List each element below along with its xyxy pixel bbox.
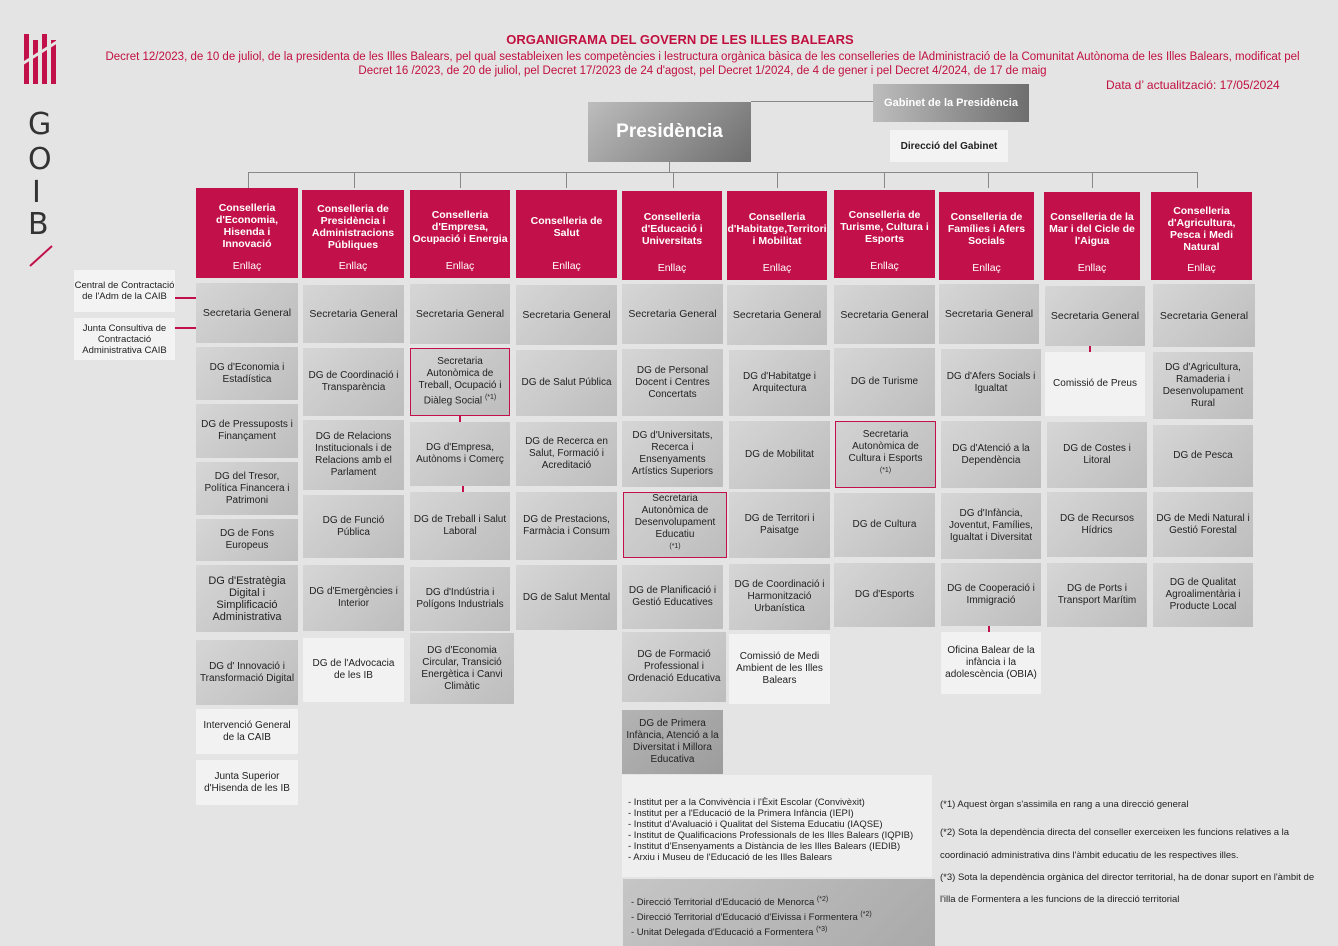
side-body: Central de Contractació de l'Adm de la CAIB xyxy=(74,270,175,312)
conselleria-header: Conselleria d'Habitatge,Territori i Mobilitat Enllaç xyxy=(727,191,827,280)
unit-box: DG de Recursos Hídrics xyxy=(1047,492,1147,557)
unit-box: DG del Tresor, Política Financera i Patrimoni xyxy=(196,462,298,515)
connector xyxy=(566,172,567,188)
connector xyxy=(248,172,249,188)
unit-box: DG de l'Advocacia de les IB xyxy=(303,638,404,702)
presidencia-box: Presidència xyxy=(588,102,751,162)
institute-item: - Institut per a l'Educació de la Primera Infància (IEPI) xyxy=(628,808,854,819)
unit-box: Secretaria Autonòmica de Desenvolupament Educatiu $^{(*1)}$ xyxy=(623,492,727,558)
unit-box: Comissió de Preus xyxy=(1045,352,1145,416)
logo-letter: G xyxy=(28,107,52,142)
page-subtitle: Decret 12/2023, de 10 de juliol, de la presidenta de les Illes Balears, pel qual sestableixen les competències i lestructura orgànica bàsica de les conselleries de lAdministració de la Comunitat Autònoma de les Illes Balears, modificat pel Decret 16 /2023, de 20 de juliol, pel Decret 17/2023 de 24 d'agost, pel Decret 1/2024, de 4 de gener i pel Decret 4/2024, de 17 de maig xyxy=(105,51,1300,77)
connector xyxy=(1197,172,1198,188)
unit-box: DG de Coordinació i Transparència xyxy=(303,348,404,416)
unit-box: DG d'Habitatge i Arquitectura xyxy=(729,350,830,416)
footnote: (*2) Sota la dependència directa del conseller exerceixen les funcions relatives a la coordinació administrativa dins l'àmbit educatiu de les respectives illes. xyxy=(940,827,1290,861)
unit-box: Secretaria General xyxy=(727,285,827,345)
gabinet-box: Gabinet de la Presidència xyxy=(873,84,1029,122)
unit-box: Secretaria General xyxy=(622,284,723,344)
unit-box: Secretaria General xyxy=(196,283,298,343)
territorial-list xyxy=(623,879,935,946)
connector xyxy=(673,172,674,188)
unit-box: DG de Salut Mental xyxy=(516,565,617,630)
side-body: Junta Consultiva de Contractació Administrativa CAIB xyxy=(74,318,175,360)
unit-box: DG de Pesca xyxy=(1153,425,1253,487)
unit-box: Junta Superior d'Hisenda de les IB xyxy=(196,760,298,805)
unit-box: DG de Salut Pública xyxy=(516,350,617,416)
unit-box: DG de Treball i Salut Laboral xyxy=(410,492,510,560)
goib-logo-mark xyxy=(22,34,62,84)
unit-box: DG de Territori i Paisatge xyxy=(729,492,830,558)
conselleria-header: Conselleria d'Educació i Universitats Enllaç xyxy=(622,191,722,280)
unit-box: DG de Prestacions, Farmàcia i Consum xyxy=(516,492,617,560)
unit-box: Secretaria General xyxy=(939,284,1039,344)
unit-box: DG de Pressuposts i Finançament xyxy=(196,404,298,458)
connector xyxy=(248,172,1198,173)
unit-box: Intervenció General de la CAIB xyxy=(196,709,298,754)
unit-box: Secretaria General xyxy=(303,285,404,343)
unit-box: DG de Cooperació i Immigració xyxy=(941,563,1041,626)
connector xyxy=(988,172,989,188)
unit-box: DG de Fons Europeus xyxy=(196,519,298,561)
unit-box: Secretaria General xyxy=(834,285,935,344)
unit-box: Secretaria General xyxy=(1153,284,1255,347)
connector xyxy=(460,172,461,188)
unit-box: Comissió de Medi Ambient de les Illes Balears xyxy=(729,634,830,704)
territorial-item: - Direcció Territorial d'Educació de Menorca $^{(*2)}$ xyxy=(631,896,829,909)
institute-item: - Institut per a la Convivència i l'Èxit Escolar (Convivèxit) xyxy=(628,797,865,808)
unit-box: DG d'Agricultura, Ramaderia i Desenvolupament Rural xyxy=(1153,352,1253,419)
institute-item: - Institut d'Avaluació i Qualitat del Sistema Educatiu (IAQSE) xyxy=(628,819,883,830)
connector xyxy=(669,162,670,172)
unit-box: Secretaria Autonòmica de Cultura i Esports $^{(*1)}$ xyxy=(835,421,936,488)
logo-letter: I xyxy=(32,175,41,210)
conselleria-header: Conselleria de Salut Enllaç xyxy=(516,190,617,278)
unit-box: DG d'Universitats, Recerca i Ensenyaments Artístics Superiors xyxy=(622,421,723,487)
conselleria-header: Conselleria d'Economia, Hisenda i Innovació Enllaç xyxy=(196,188,298,278)
unit-box: DG de Mobilitat xyxy=(729,421,830,489)
unit-box: Secretaria General xyxy=(410,284,510,344)
unit-box: DG d'Indústria i Polígons Industrials xyxy=(410,567,510,631)
page-title: ORGANIGRAMA DEL GOVERN DE LES ILLES BALEARS xyxy=(506,32,854,47)
institute-item: - Institut d'Ensenyaments a Distància de les Illes Balears (IEDIB) xyxy=(628,841,901,852)
conselleria-header: Conselleria de Famílies i Afers Socials Enllaç xyxy=(939,192,1034,280)
territorial-item: - Unitat Delegada d'Educació a Formentera $^{(*3)}$ xyxy=(631,926,828,939)
footnote: (*3) Sota la dependència orgànica del director territorial, ha de donar suport en l'àmbit de l'illa de Formentera a les funcions de la direcció territorial xyxy=(940,872,1315,905)
connector xyxy=(175,327,197,329)
unit-box: DG de Funció Pública xyxy=(303,495,404,558)
territorial-item: - Direcció Territorial d'Educació d'Eivissa i Formentera $^{(*2)}$ xyxy=(631,911,872,924)
footnote: (*1) Aquest òrgan s'assimila en rang a una direcció general xyxy=(940,799,1189,810)
conselleria-header: Conselleria d'Empresa, Ocupació i Energia Enllaç xyxy=(410,190,510,278)
unit-box: DG d'Empresa, Autònoms i Comerç xyxy=(410,422,510,486)
institute-item: - Institut de Qualificacions Professionals de les Illes Balears (IQPIB) xyxy=(628,830,914,841)
unit-box: DG d'Afers Socials i Igualtat xyxy=(941,349,1041,416)
direccio-gabinet-box: Direcció del Gabinet xyxy=(890,130,1008,162)
unit-box: DG d'Atenció a la Dependència xyxy=(941,421,1041,488)
unit-box: DG de Formació Professional i Ordenació Educativa xyxy=(622,632,726,702)
conselleria-header: Conselleria de la Mar i del Cicle de l'Aigua Enllaç xyxy=(1044,192,1140,280)
unit-box: DG de Primera Infància, Atenció a la Diversitat i Millora Educativa xyxy=(622,710,723,774)
conselleria-header: Conselleria de Presidència i Administracions Públiques Enllaç xyxy=(302,190,404,278)
unit-box: DG d'Economia Circular, Transició Energètica i Canvi Climàtic xyxy=(410,633,514,704)
unit-box: DG d'Estratègia Digital i Simplificació Administrativa xyxy=(196,565,298,632)
connector xyxy=(777,172,778,188)
unit-box: DG de Coordinació i Harmonització Urbanística xyxy=(729,564,830,630)
unit-box: DG de Ports i Transport Marítim xyxy=(1047,563,1147,627)
unit-box: Secretaria Autonòmica de Treball, Ocupació i Diàleg Social $^{(*1)}$ xyxy=(410,348,510,416)
unit-box: DG d'Economia i Estadística xyxy=(196,347,298,400)
unit-box: DG de Qualitat Agroalimentària i Producte Local xyxy=(1153,563,1253,627)
unit-box: DG de Recerca en Salut, Formació i Acreditació xyxy=(516,422,617,486)
connector xyxy=(175,297,197,299)
unit-box: Secretaria General xyxy=(516,285,617,345)
connector xyxy=(751,101,873,102)
logo-letter: O xyxy=(28,142,52,177)
unit-box: DG de Personal Docent i Centres Concertats xyxy=(622,349,723,416)
conselleria-header: Conselleria d'Agricultura, Pesca i Medi Natural Enllaç xyxy=(1151,192,1252,280)
unit-box: DG de Turisme xyxy=(834,348,935,416)
unit-box: DG d'Esports xyxy=(834,563,935,627)
unit-box: DG de Cultura xyxy=(834,493,935,557)
unit-box: DG d'Emergències i Interior xyxy=(303,565,404,631)
unit-box: DG de Planificació i Gestió Educatives xyxy=(622,565,723,629)
logo-letter: B xyxy=(28,207,49,242)
connector xyxy=(1092,172,1093,188)
unit-box: DG d' Innovació i Transformació Digital xyxy=(196,640,298,705)
unit-box: DG d'Infància, Joventut, Famílies, Igualtat i Diversitat xyxy=(941,493,1041,559)
connector xyxy=(354,172,355,188)
logo-slash xyxy=(28,244,54,268)
connector xyxy=(884,172,885,188)
unit-box: DG de Medi Natural i Gestió Forestal xyxy=(1153,492,1253,557)
unit-box: Secretaria General xyxy=(1045,286,1145,346)
unit-box: DG de Costes i Litoral xyxy=(1047,422,1147,488)
institutes-list xyxy=(622,775,932,877)
conselleria-header: Conselleria de Turisme, Cultura i Esports Enllaç xyxy=(834,190,935,278)
unit-box: DG de Relacions Institucionals i de Relacions amb el Parlament xyxy=(303,420,404,490)
update-date: Data d’ actualització: 17/05/2024 xyxy=(1106,78,1280,92)
unit-box: Oficina Balear de la infància i la adolescència (OBIA) xyxy=(941,632,1041,694)
institute-item: - Arxiu i Museu de l'Educació de les Illes Balears xyxy=(628,852,833,863)
